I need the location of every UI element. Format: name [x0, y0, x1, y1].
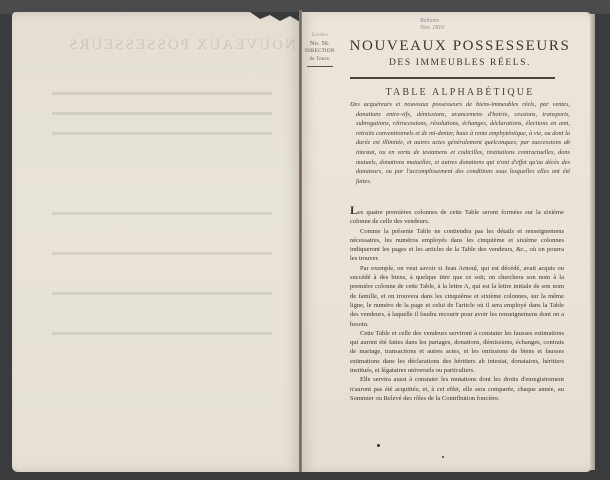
- ink-speck: [442, 456, 444, 458]
- left-page: [12, 12, 300, 472]
- side-note-rule: [307, 66, 333, 67]
- drop-cap: L: [350, 203, 359, 217]
- show-through-title: NOUVEAUX POSSESSEURS: [67, 37, 296, 53]
- section-heading: TABLE ALPHABÉTIQUE: [385, 87, 535, 98]
- ink-blot: [377, 444, 380, 447]
- torn-corner: [250, 12, 300, 22]
- show-through-line: [52, 132, 272, 135]
- right-page: [302, 12, 592, 472]
- page-stack-edge: [590, 14, 595, 470]
- paragraph: Comme la présente Table ne contiendra pas les détails et renseignemens nécessaires, les numéros employés dans les cinquième et sixième colonnes indiqueront les pages et les articles de la Table des vendeurs, &c., où on pourra les trouver.: [350, 227, 564, 263]
- paragraph: Les quatre premières colonnes de cette Table seront formées sur la sixième colonne de celle des vendeurs.: [350, 203, 564, 226]
- show-through-line: [52, 92, 272, 95]
- page-subtitle: DES IMMEUBLES RÉELS.: [388, 58, 532, 68]
- show-through-line: [52, 292, 272, 295]
- paragraph: Elle servira aussi à constater les mutations dont les droits d'enregistrement n'auront pas été acquittés; et, à cet effet, elle sera comparée, chaque année, au Sommier ou Relevé des rôles de la Contribution foncière.: [350, 376, 564, 402]
- paragraph: Par exemple, on veut savoir si Jean Arnoul, qui est décédé, avait acquis ou succédé à des biens, à quelque titre que ce soit; on cherchera son nom à la première colonne de cette Table, à la lettre A, qui est la lettre initiale de son nom de famille, et on trouvera dans les cinquième et sixième colonnes, sur la même ligne, le numéro de la page et celui de l'article où il sera employé dans la Table des vendeurs, à laquelle il faudra recourir pour avoir les renseignemens dont on a besoin.: [350, 264, 564, 328]
- direction-side-note: Loches No. 56. DIRECTION de Tours.: [302, 32, 338, 67]
- show-through-line: [52, 252, 272, 255]
- title-rule: [350, 77, 555, 79]
- paragraph: Cette Table et celle des vendeurs serviront à constater les fausses estimations qui auront été faites dans les partages, donations, démissions, échanges, contrats de mariage, transactions et autres actes, et les omissions de biens et fausses estimations dans les déclarations des héritiers ab intestat, donataires, héritiers institués, et légataires universels ou particuliers.: [350, 329, 564, 375]
- intro-paragraph: Des acquéreurs et nouveaux possesseurs de biens-immeubles réels, par ventes, donations entre-vifs, démissions, avancemens d'hoirie, cessions, transports, subrogations, rétrocessions, résolutions, échanges, déclarations, élections en ami, retraits conventionnels et de mi-denier, baux à rente emphytéotique, à vie, ou dont la durée est illimitée, et autres actes généralement quelconques; par successions ab intestat, ou en vertu de testamens et codicilles, institutions contractuelles, dons mutuels, donations mutuelles, et autres donations qui n'ont d'effet qu'au décès des donateurs, ou par l'accomplissement des conditions sous lesquelles elles ont été faites.: [350, 101, 570, 185]
- handwritten-annotation: Rebiens Nov. 1810: [420, 18, 445, 31]
- show-through-line: [52, 332, 272, 335]
- show-through-line: [52, 212, 272, 215]
- page-title: NOUVEAUX POSSESSEURS: [349, 38, 571, 54]
- show-through-line: [52, 112, 272, 115]
- body-text: [350, 203, 564, 403]
